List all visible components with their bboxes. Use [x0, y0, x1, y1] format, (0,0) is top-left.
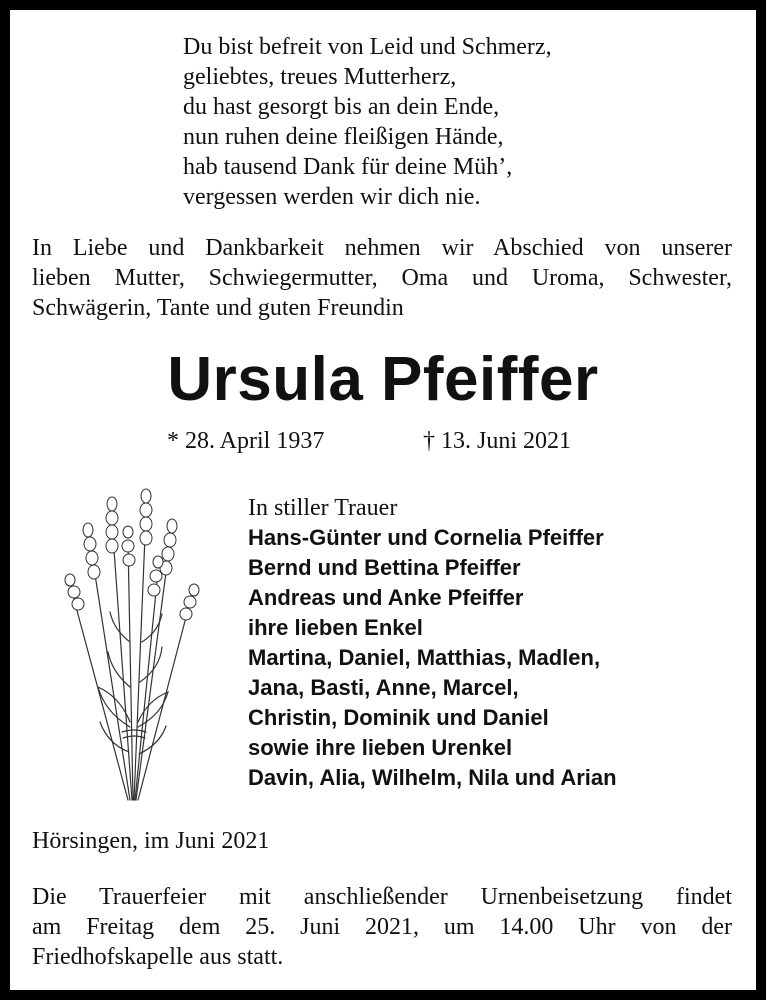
service-line: Friedhofskapelle aus statt. [32, 944, 284, 970]
death-date: † 13. Juni 2021 [423, 428, 572, 454]
intro-line: Schwägerin, Tante und guten Freundin [32, 295, 404, 321]
mourner-line: Davin, Alia, Wilhelm, Nila und Arian [248, 765, 617, 790]
obituary-card [10, 10, 756, 990]
service-line: Die Trauerfeier mit anschließender Urnenbeisetzung findet [32, 884, 732, 910]
poem-line: Du bist befreit von Leid und Schmerz, [183, 34, 552, 60]
intro-line: lieben Mutter, Schwiegermutter, Oma und Uroma, Schwester, [32, 265, 732, 291]
mourner-line: Jana, Basti, Anne, Marcel, [248, 675, 519, 700]
birth-date: * 28. April 1937 [167, 428, 325, 454]
mourners-list [248, 493, 617, 793]
poem-line: geliebtes, treues Mutterherz, [183, 64, 457, 90]
poem-line: vergessen werden wir dich nie. [183, 184, 481, 210]
intro-text [32, 233, 732, 323]
poem [183, 32, 552, 212]
deceased-name: Ursula Pfeiffer [167, 345, 599, 414]
poem-line: du hast gesorgt bis an dein Ende, [183, 94, 500, 120]
poem-line: hab tausend Dank für deine Müh’, [183, 154, 513, 180]
place-date: Hörsingen, im Juni 2021 [32, 828, 270, 854]
mourner-line: Martina, Daniel, Matthias, Madlen, [248, 645, 601, 670]
mourner-line: Christin, Dominik und Daniel [248, 705, 549, 730]
mourner-line: Hans-Günter und Cornelia Pfeiffer [248, 525, 604, 550]
poem-line: nun ruhen deine fleißigen Hände, [183, 124, 504, 150]
mourners-heading: In stiller Trauer [248, 495, 398, 521]
service-notice [32, 882, 732, 972]
mourner-line: sowie ihre lieben Urenkel [248, 735, 513, 760]
mourner-line: ihre lieben Enkel [248, 615, 423, 640]
lavender-bouquet-icon [50, 482, 210, 802]
service-line: am Freitag dem 25. Juni 2021, um 14.00 Uhr von der [32, 914, 732, 940]
mourner-line: Bernd und Bettina Pfeiffer [248, 555, 521, 580]
mourner-line: Andreas und Anke Pfeiffer [248, 585, 524, 610]
intro-line: In Liebe und Dankbarkeit nehmen wir Abschied von unserer [32, 235, 732, 261]
